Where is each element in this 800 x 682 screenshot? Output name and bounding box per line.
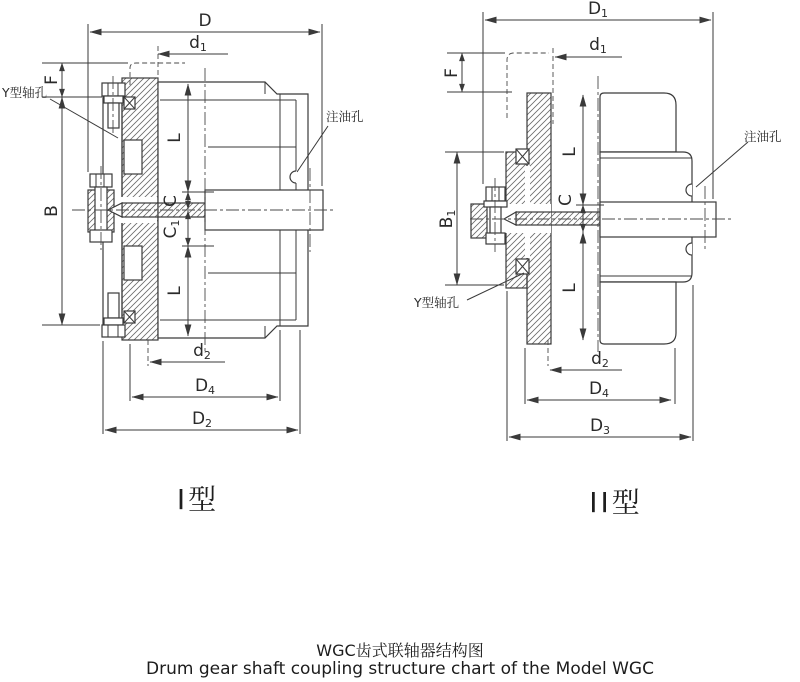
type1-gear-teeth-lower: [124, 246, 142, 280]
type2-caption: II型: [589, 486, 643, 519]
dim-label-L-upper: L: [165, 133, 185, 143]
title-chinese: WGC齿式联轴器结构图: [316, 641, 484, 660]
type2-drum-bottom: [600, 282, 676, 344]
type2-main-shaft: [600, 202, 716, 237]
type1-drawing: [72, 46, 336, 366]
type2-clamp-bolt-head: [486, 187, 505, 201]
type2-clamp-bolt-shank: [490, 207, 501, 234]
dim-label-B1: B1: [437, 209, 458, 229]
dim-label-C1: C1: [161, 219, 182, 239]
title-english: Drum gear shaft coupling structure chart of the Model WGC: [146, 659, 654, 679]
dim-label-L-lower: L: [165, 286, 185, 296]
dim-label-C-2: C: [556, 194, 576, 206]
dim-label-D4-2: D4: [588, 379, 610, 400]
type1-oil-hole-note: 注油孔: [326, 109, 364, 124]
dim-label-d1: d1: [189, 33, 207, 54]
dim-label-D4: D4: [194, 376, 216, 397]
dim-label-L-upper-2: L: [560, 147, 580, 157]
type1-gear-teeth-upper: [124, 140, 142, 174]
type1-caption: I型: [176, 483, 220, 516]
type1-bottom-bolt-shank: [108, 293, 119, 318]
dim-label-F: F: [42, 75, 62, 85]
type2-clamp-bracket: [471, 204, 487, 238]
type1-bottom-bolt-washer: [104, 318, 123, 325]
type1-shaft-hole-note: Y型轴孔: [2, 85, 48, 100]
dim-label-F-2: F: [442, 68, 462, 78]
type1-top-bolt-washer: [104, 96, 123, 103]
dim-label-D1: D1: [587, 0, 609, 20]
type2-drum-top: [600, 93, 676, 152]
dim-label-D: D: [198, 11, 212, 31]
dim-label-L-lower-2: L: [560, 283, 580, 293]
type2-clamp-bolt-nut: [486, 233, 505, 244]
dim-label-D2: D2: [191, 409, 213, 430]
dim-label-d2-2: d2: [591, 349, 609, 370]
dim-label-D3: D3: [589, 416, 611, 437]
type1-bottom-bolt-head: [102, 325, 125, 337]
dim-label-d1-2: d1: [589, 35, 607, 56]
dim-label-B: B: [42, 205, 62, 217]
type1-top-bolt-shank: [108, 103, 119, 128]
dim-label-d2: d2: [193, 341, 211, 362]
dim-label-C: C: [161, 195, 181, 207]
type2-oil-hole-note: 注油孔: [744, 129, 782, 144]
type2-clamp-bolt-washer: [484, 201, 507, 207]
type1-top-bolt-head: [102, 83, 125, 96]
type2-shaft-hole-note: Y型轴孔: [414, 295, 460, 310]
type2-shaft-stub: [516, 212, 600, 225]
